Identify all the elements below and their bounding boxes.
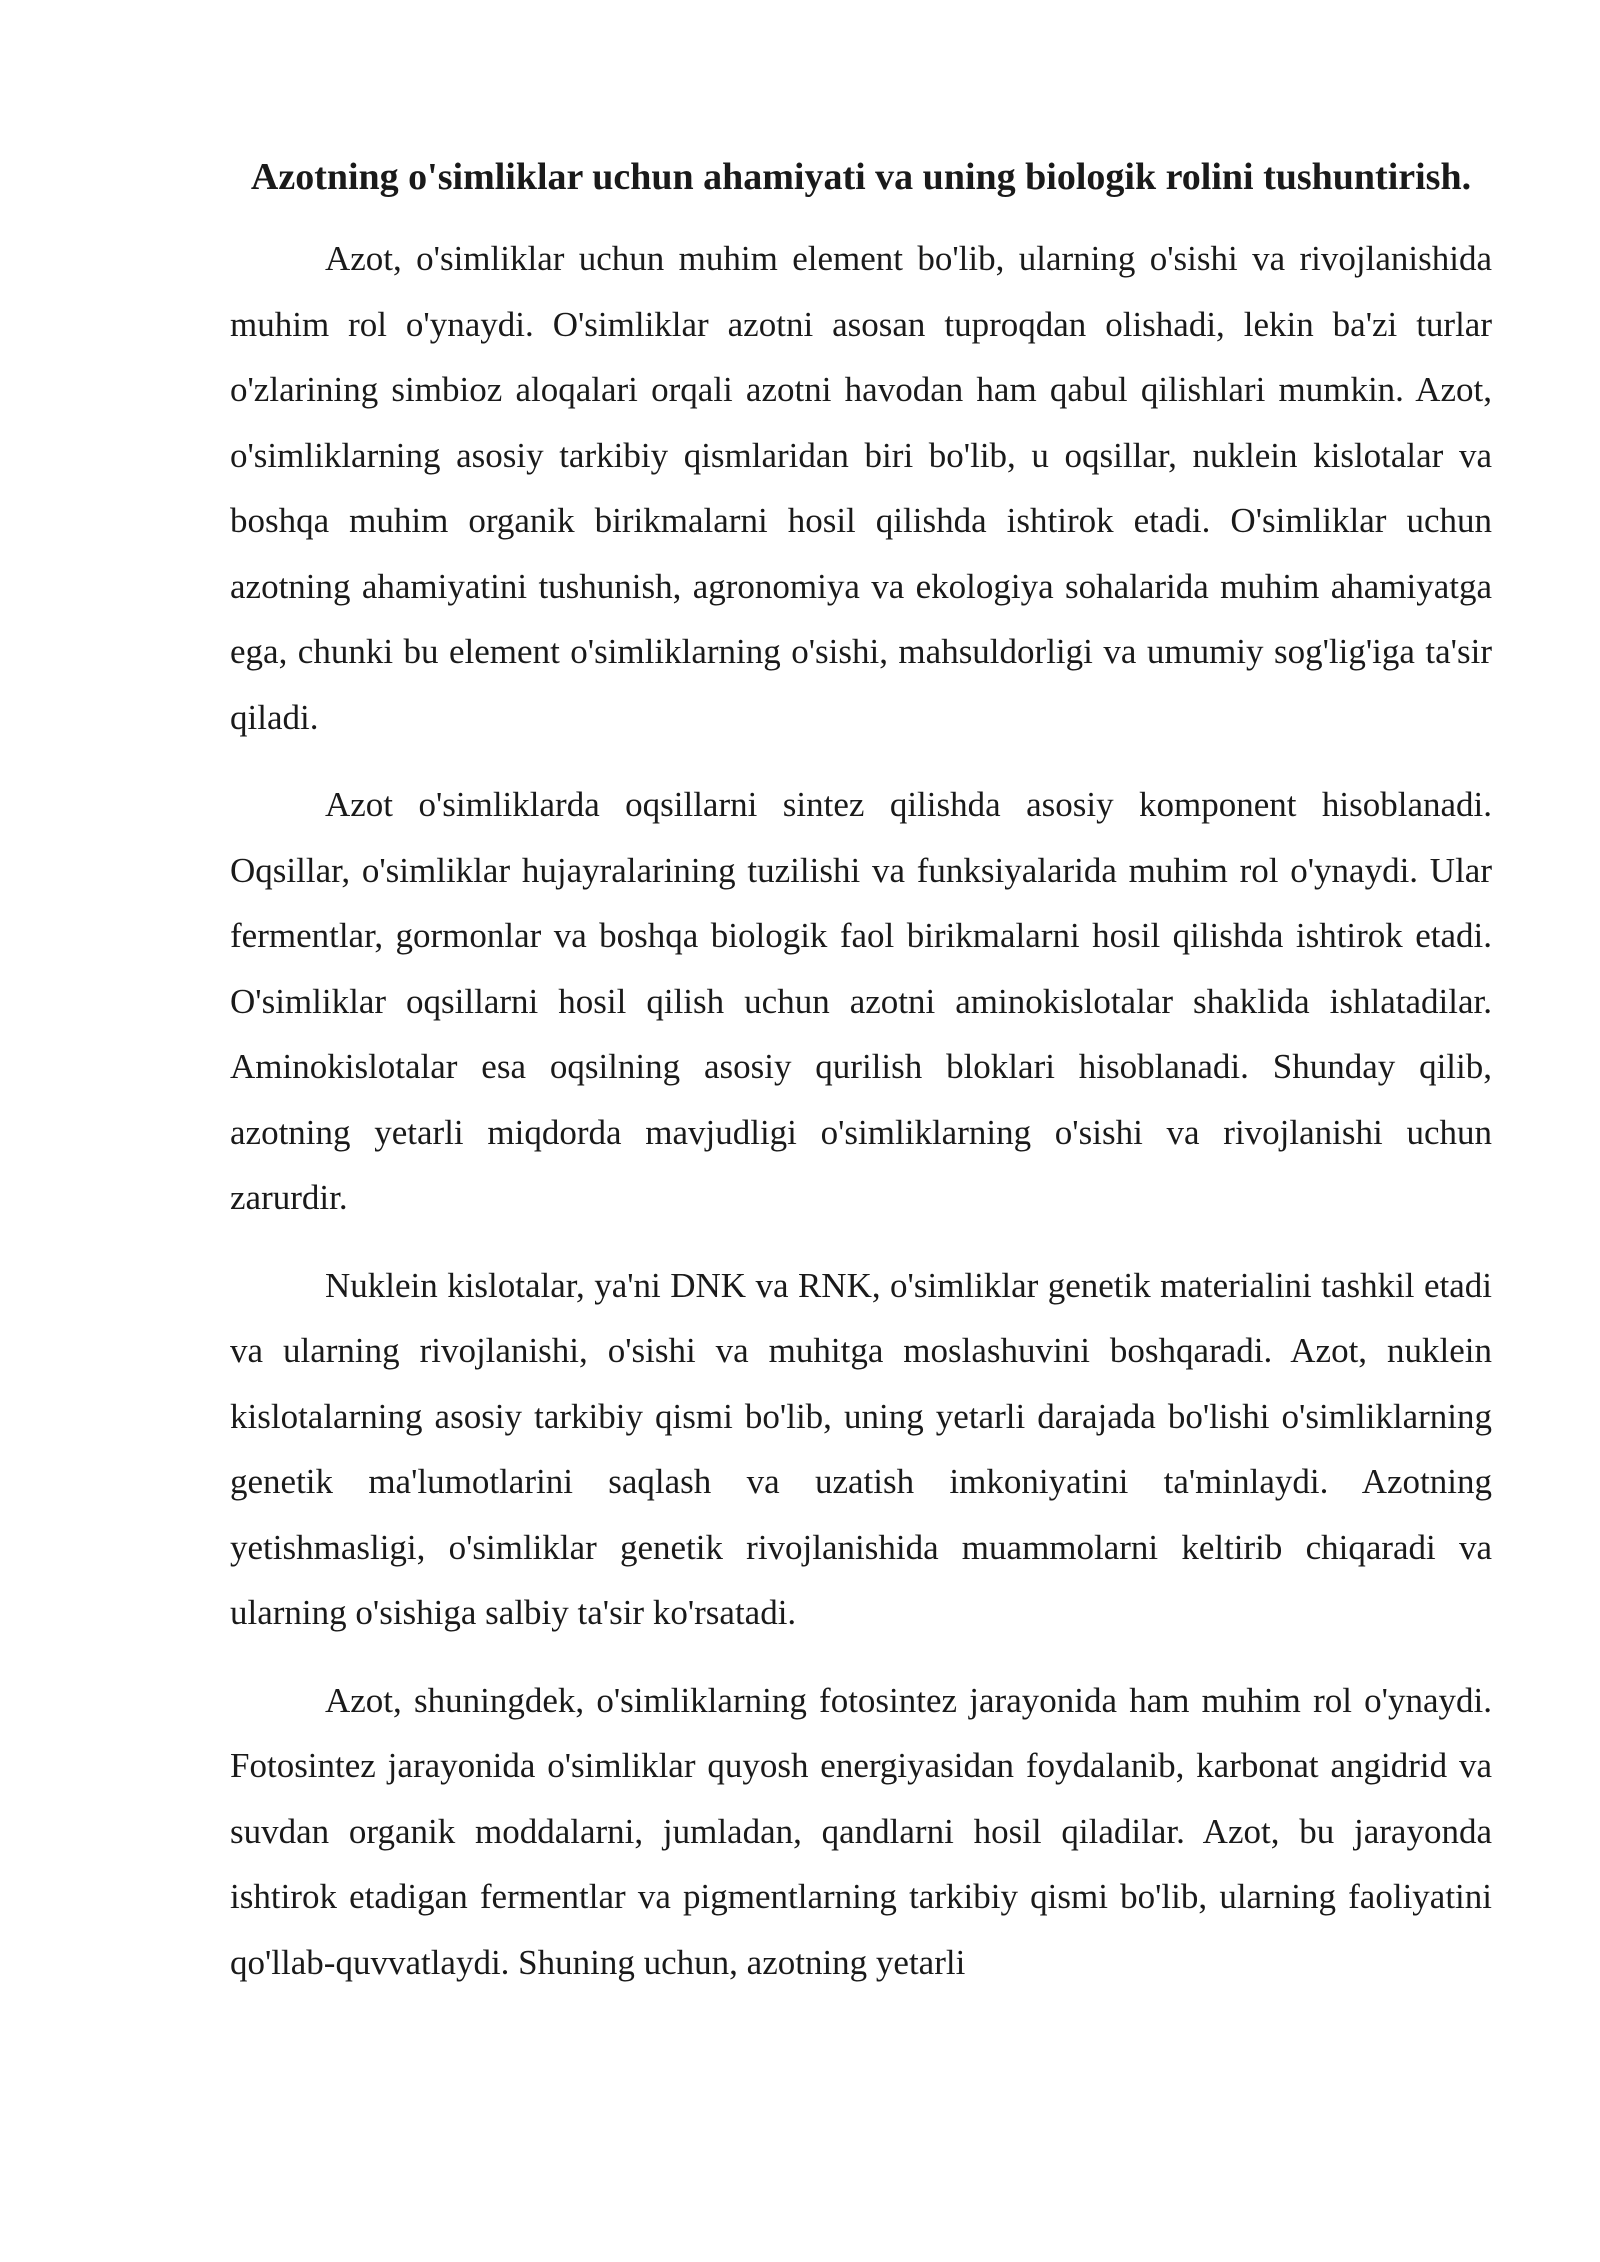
paragraph-2: Azot o'simliklarda oqsillarni sintez qilishda asosiy komponent hisoblanadi. Oqsillar, o'simliklar hujayralarining tuzilishi va funksiyalarida muhim rol o'ynaydi. Ular fermentlar, gormonlar va boshqa biologik faol birikmalarni hosil qilishda ishtirok etadi. O'simliklar oqsillarni hosil qilish uchun azotni aminokislotalar shaklida ishlatadilar. Aminokislotalar esa oqsilning asosiy qurilish bloklari hisoblanadi. Shunday qilib, azotning yetarli miqdorda mavjudligi o'simliklarning o'sishi va rivojlanishi uchun zarurdir. bbox=[230, 785, 1492, 1217]
document-body bbox=[230, 140, 1492, 2017]
paragraph-1: Azot, o'simliklar uchun muhim element bo'lib, ularning o'sishi va rivojlanishida muhim rol o'ynaydi. O'simliklar azotni asosan tuproqdan olishadi, lekin ba'zi turlar o'zlarining simbioz aloqalari orqali azotni havodan ham qabul qilishlari mumkin. Azot, o'simliklarning asosiy tarkibiy qismlaridan biri bo'lib, u oqsillar, nuklein kislotalar va boshqa muhim organik birikmalarni hosil qilishda ishtirok etadi. O'simliklar uchun azotning ahamiyatini tushunish, agronomiya va ekologiya sohalarida muhim ahamiyatga ega, chunki bu element o'simliklarning o'sishi, mahsuldorligi va umumiy sog'lig'iga ta'sir qiladi. bbox=[230, 239, 1492, 737]
paragraph-4: Azot, shuningdek, o'simliklarning fotosintez jarayonida ham muhim rol o'ynaydi. Fotosintez jarayonida o'simliklar quyosh energiyasidan foydalanib, karbonat angidrid va suvdan organik moddalarni, jumladan, qandlarni hosil qiladilar. Azot, bu jarayonda ishtirok etadigan fermentlar va pigmentlarning tarkibiy qismi bo'lib, ularning faoliyatini qo'llab-quvvatlaydi. Shuning uchun, azotning yetarli bbox=[230, 1680, 1492, 1982]
paragraph-3: Nuklein kislotalar, ya'ni DNK va RNK, o'simliklar genetik materialini tashkil etadi va ularning rivojlanishi, o'sishi va muhitga moslashuvini boshqaradi. Azot, nuklein kislotalarning asosiy tarkibiy qismi bo'lib, uning yetarli darajada bo'lishi o'simliklarning genetik ma'lumotlarini saqlash va uzatish imkoniyatini ta'minlaydi. Azotning yetishmasligi, o'simliklar genetik rivojlanishida muammolarni keltirib chiqaradi va ularning o'sishiga salbiy ta'sir ko'rsatadi. bbox=[230, 1265, 1492, 1632]
document-title: Azotning o'simliklar uchun ahamiyati va uning biologik rolini tushuntirish. bbox=[250, 156, 1472, 198]
